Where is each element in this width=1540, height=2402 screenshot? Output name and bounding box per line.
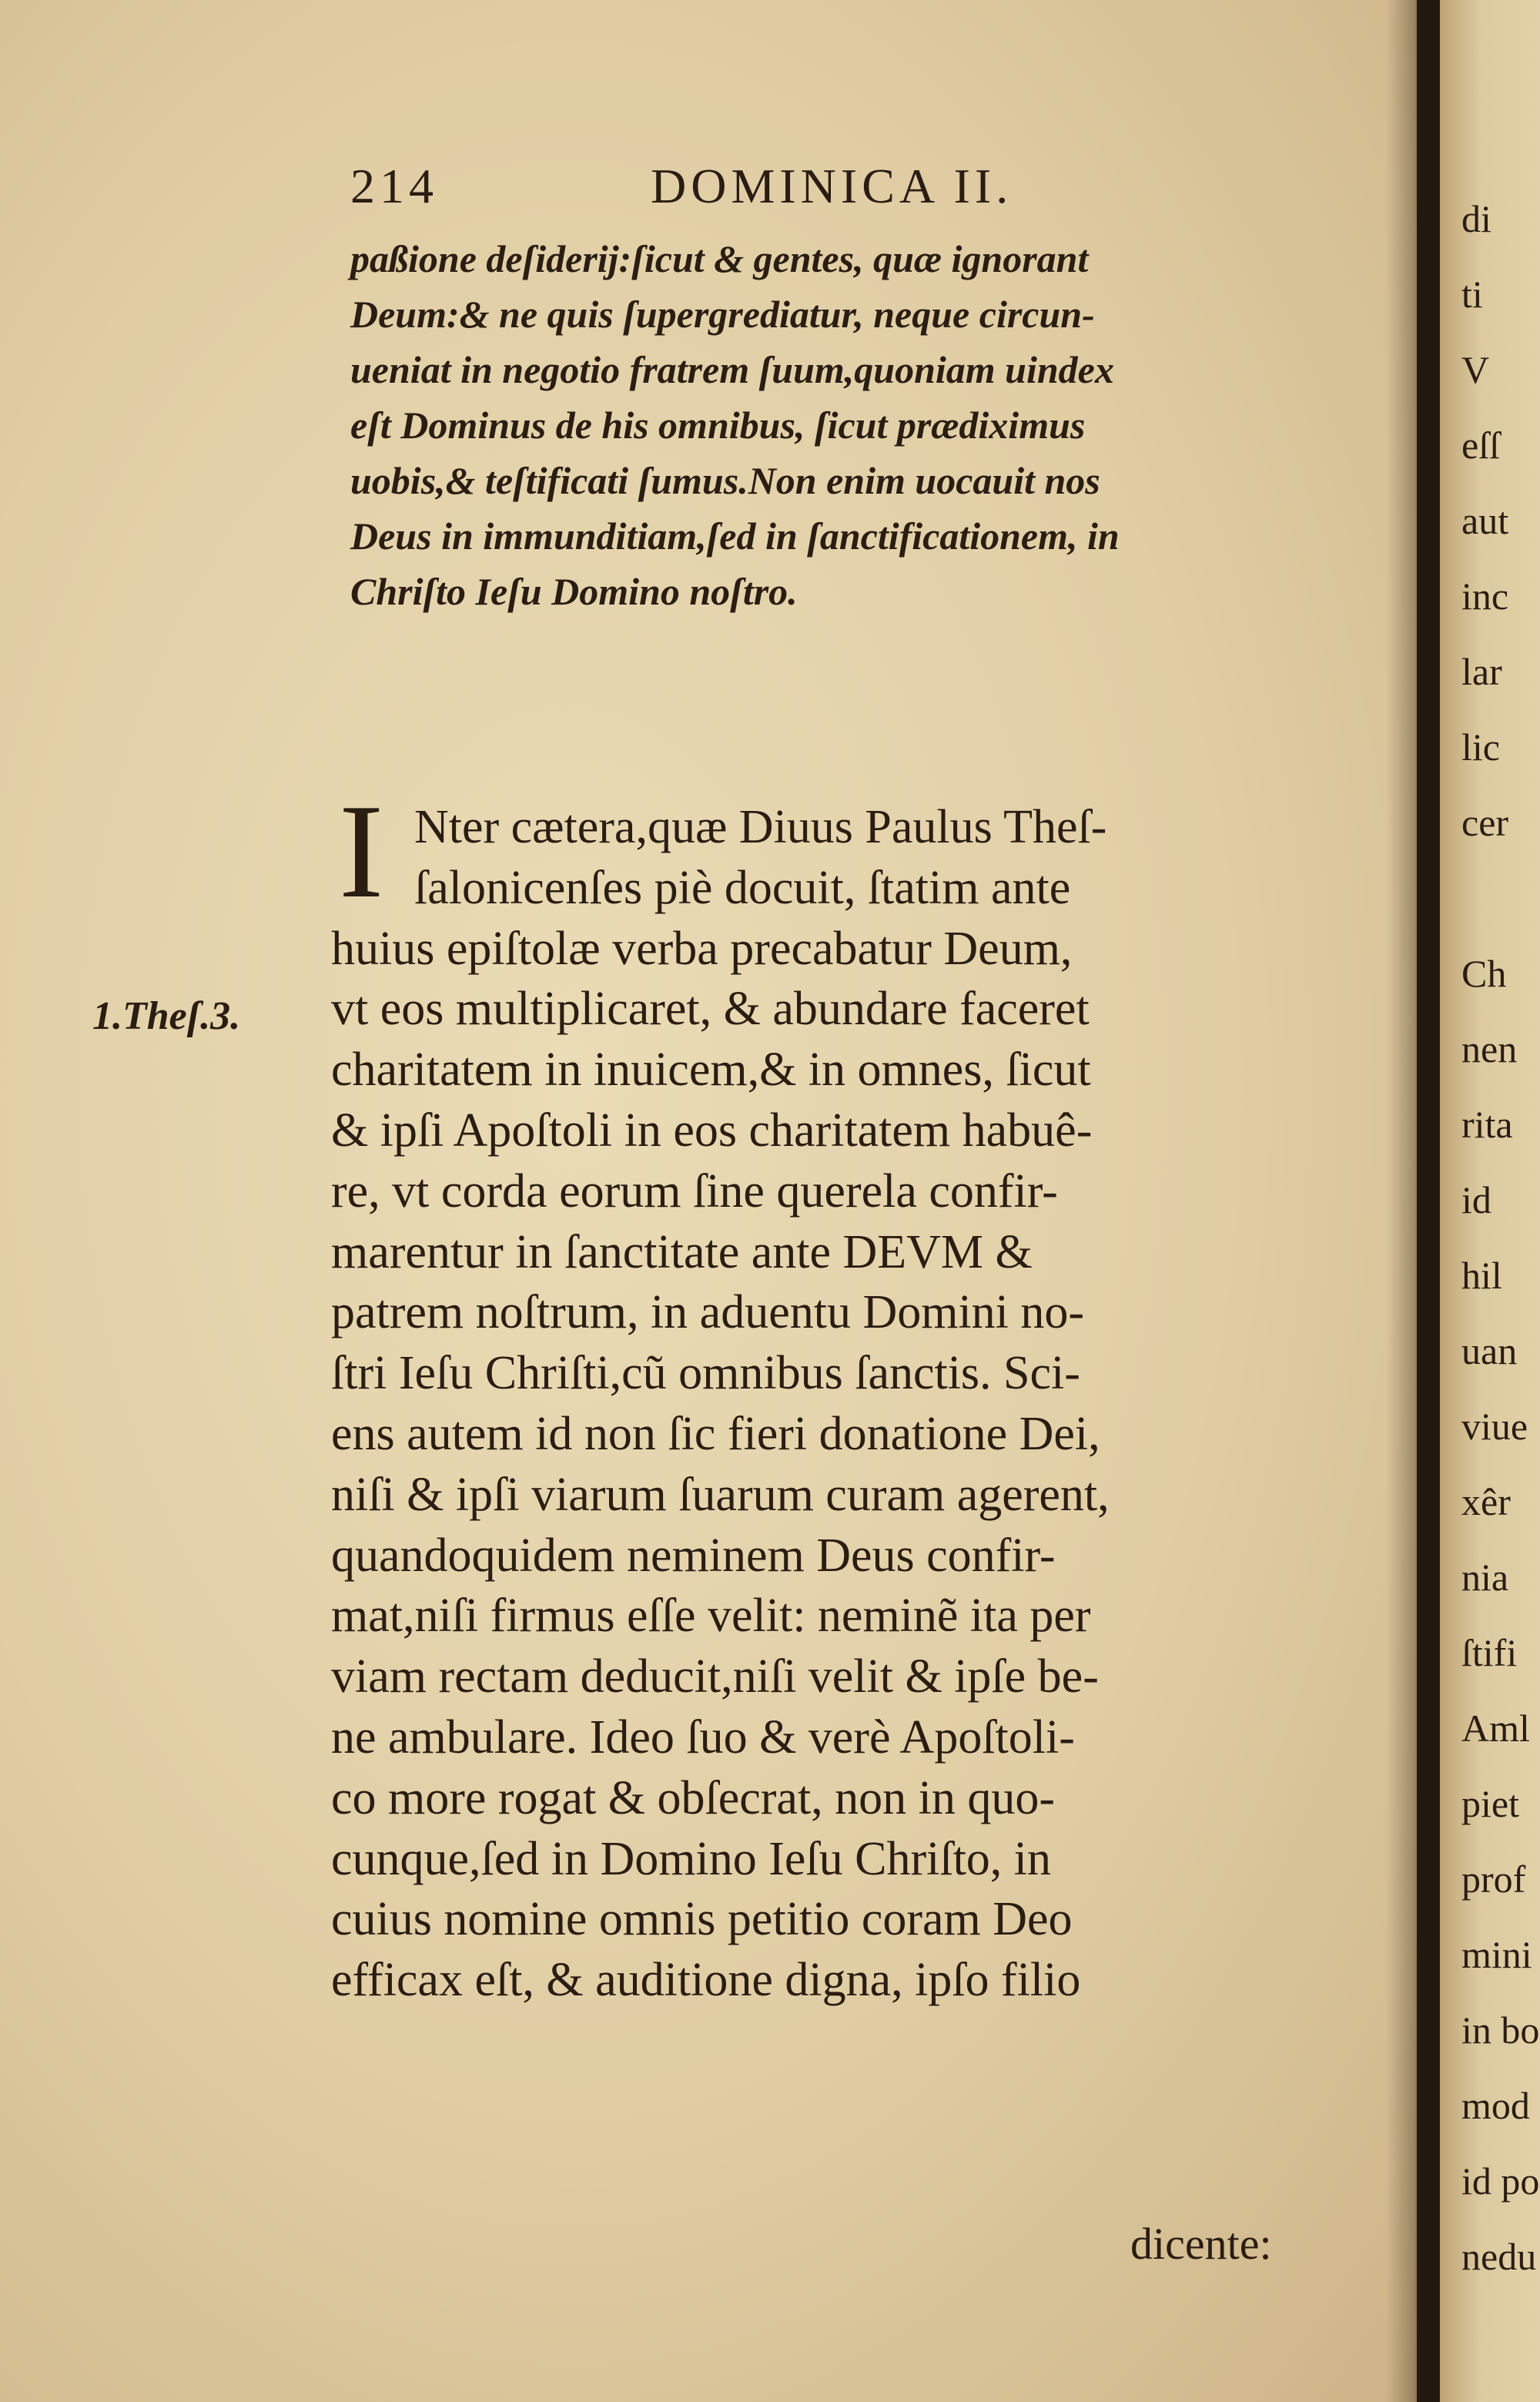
facing-page-line: id [1461, 1178, 1491, 1221]
facing-page-line: ſtifi [1461, 1631, 1518, 1674]
facing-page-line: lic [1461, 725, 1500, 769]
facing-page-line: nen [1461, 1027, 1518, 1070]
body-line: ſtri Ieſu Chriſti,cũ omnibus ſanctis. Sci- [331, 1347, 1080, 1400]
body-line: viam rectam deducit,niſi velit & ipſe be- [331, 1650, 1099, 1704]
facing-page-line: ti [1461, 273, 1483, 316]
body-line: vt eos multiplicaret, & abundare faceret [331, 983, 1090, 1036]
facing-page-line: nia [1461, 1556, 1509, 1599]
facing-page-line: hil [1461, 1254, 1502, 1297]
running-title: DOMINICA II. [651, 159, 1013, 213]
scripture-line: eſt Dominus de his omnibus, ſicut prædiximus [350, 404, 1086, 447]
facing-page-line: xêr [1461, 1480, 1511, 1523]
body-line: ne ambulare. Ideo ſuo & verè Apoſtoli- [331, 1710, 1075, 1764]
body-line: cuius nomine omnis petitio coram Deo [331, 1893, 1073, 1946]
facing-page-line: di [1461, 197, 1491, 240]
scripture-line: Deus in immunditiam,ſed in ſanctificationem, in [350, 514, 1120, 558]
scripture-line: ueniat in negotio fratrem ſuum,quoniam uindex [350, 348, 1114, 391]
body-line: niſi & ipſi viarum ſuarum curam agerent, [331, 1468, 1110, 1521]
drop-cap-initial: I [339, 776, 384, 926]
body-line: charitatem in inuicem,& in omnes, ſicut [331, 1044, 1091, 1097]
body-line: cunque,ſed in Domino Ieſu Chriſto, in [331, 1832, 1052, 1885]
scripture-line: Deum:& ne quis ſupergrediatur, neque circun- [350, 293, 1095, 336]
scripture-line: paßione deſiderij:ſicut & gentes, quæ ignorant [350, 237, 1089, 280]
facing-page-line: eſſ [1461, 424, 1500, 467]
body-line: mat,niſi firmus eſſe velit: neminẽ ita per [331, 1590, 1091, 1643]
facing-page-line: inc [1461, 575, 1509, 618]
book-gutter [1417, 0, 1440, 2402]
body-line: huius epiſtolæ verba precabatur Deum, [331, 922, 1073, 975]
facing-page-line: viue [1461, 1405, 1528, 1448]
body-line: co more rogat & obſecrat, non in quo- [331, 1771, 1056, 1824]
body-line: efficax eſt, & auditione digna, ipſo filio [331, 1954, 1081, 2007]
facing-page-line: prof [1461, 1858, 1526, 1901]
catchword: dicente: [1130, 2219, 1272, 2269]
facing-page-line: V [1461, 348, 1490, 391]
scripture-line: Chriſto Ieſu Domino noſtro. [350, 570, 798, 613]
facing-page-line: piet [1461, 1782, 1519, 1825]
body-line: quandoquidem neminem Deus confir- [331, 1529, 1056, 1582]
facing-page-line: uan [1461, 1329, 1518, 1372]
marginal-note: 1.Theſ.3. [92, 994, 241, 1038]
facing-page-line: mod [1461, 2084, 1530, 2127]
body-line: ſalonicenſes piè docuit, ſtatim ante [414, 861, 1071, 914]
body-line: Nter cætera,quæ Diuus Paulus Theſ- [414, 801, 1107, 853]
body-line: patrem noſtrum, in aduentu Domini no- [331, 1286, 1085, 1339]
facing-page-line: aut [1461, 499, 1509, 542]
facing-page-fragment [1440, 0, 1540, 2402]
facing-page-line: lar [1461, 650, 1502, 693]
body-line: ens autem id non ſic fieri donatione Dei, [331, 1407, 1100, 1460]
facing-page-line: id po [1461, 2159, 1540, 2203]
facing-page-line: cer [1461, 801, 1509, 844]
page-header [350, 158, 1351, 219]
facing-page-line: mini [1461, 1933, 1532, 1976]
page-number: 214 [350, 159, 438, 213]
scripture-line: uobis,& teſtificati ſumus.Non enim uocauit nos [350, 459, 1100, 502]
facing-page-line: nedu [1461, 2235, 1537, 2278]
facing-page-line: rita [1461, 1103, 1513, 1146]
facing-page-line: Aml [1461, 1707, 1530, 1750]
commentary-body [331, 797, 1355, 2011]
facing-page-line: Ch [1461, 952, 1507, 995]
scripture-passage [350, 231, 1351, 619]
body-line: & ipſi Apoſtoli in eos charitatem habuê- [331, 1104, 1093, 1157]
body-line: marentur in ſanctitate ante DEVM & [331, 1225, 1033, 1278]
facing-page-line: in bo [1461, 2008, 1540, 2052]
body-line: re, vt corda eorum ſine querela confir- [331, 1164, 1058, 1218]
